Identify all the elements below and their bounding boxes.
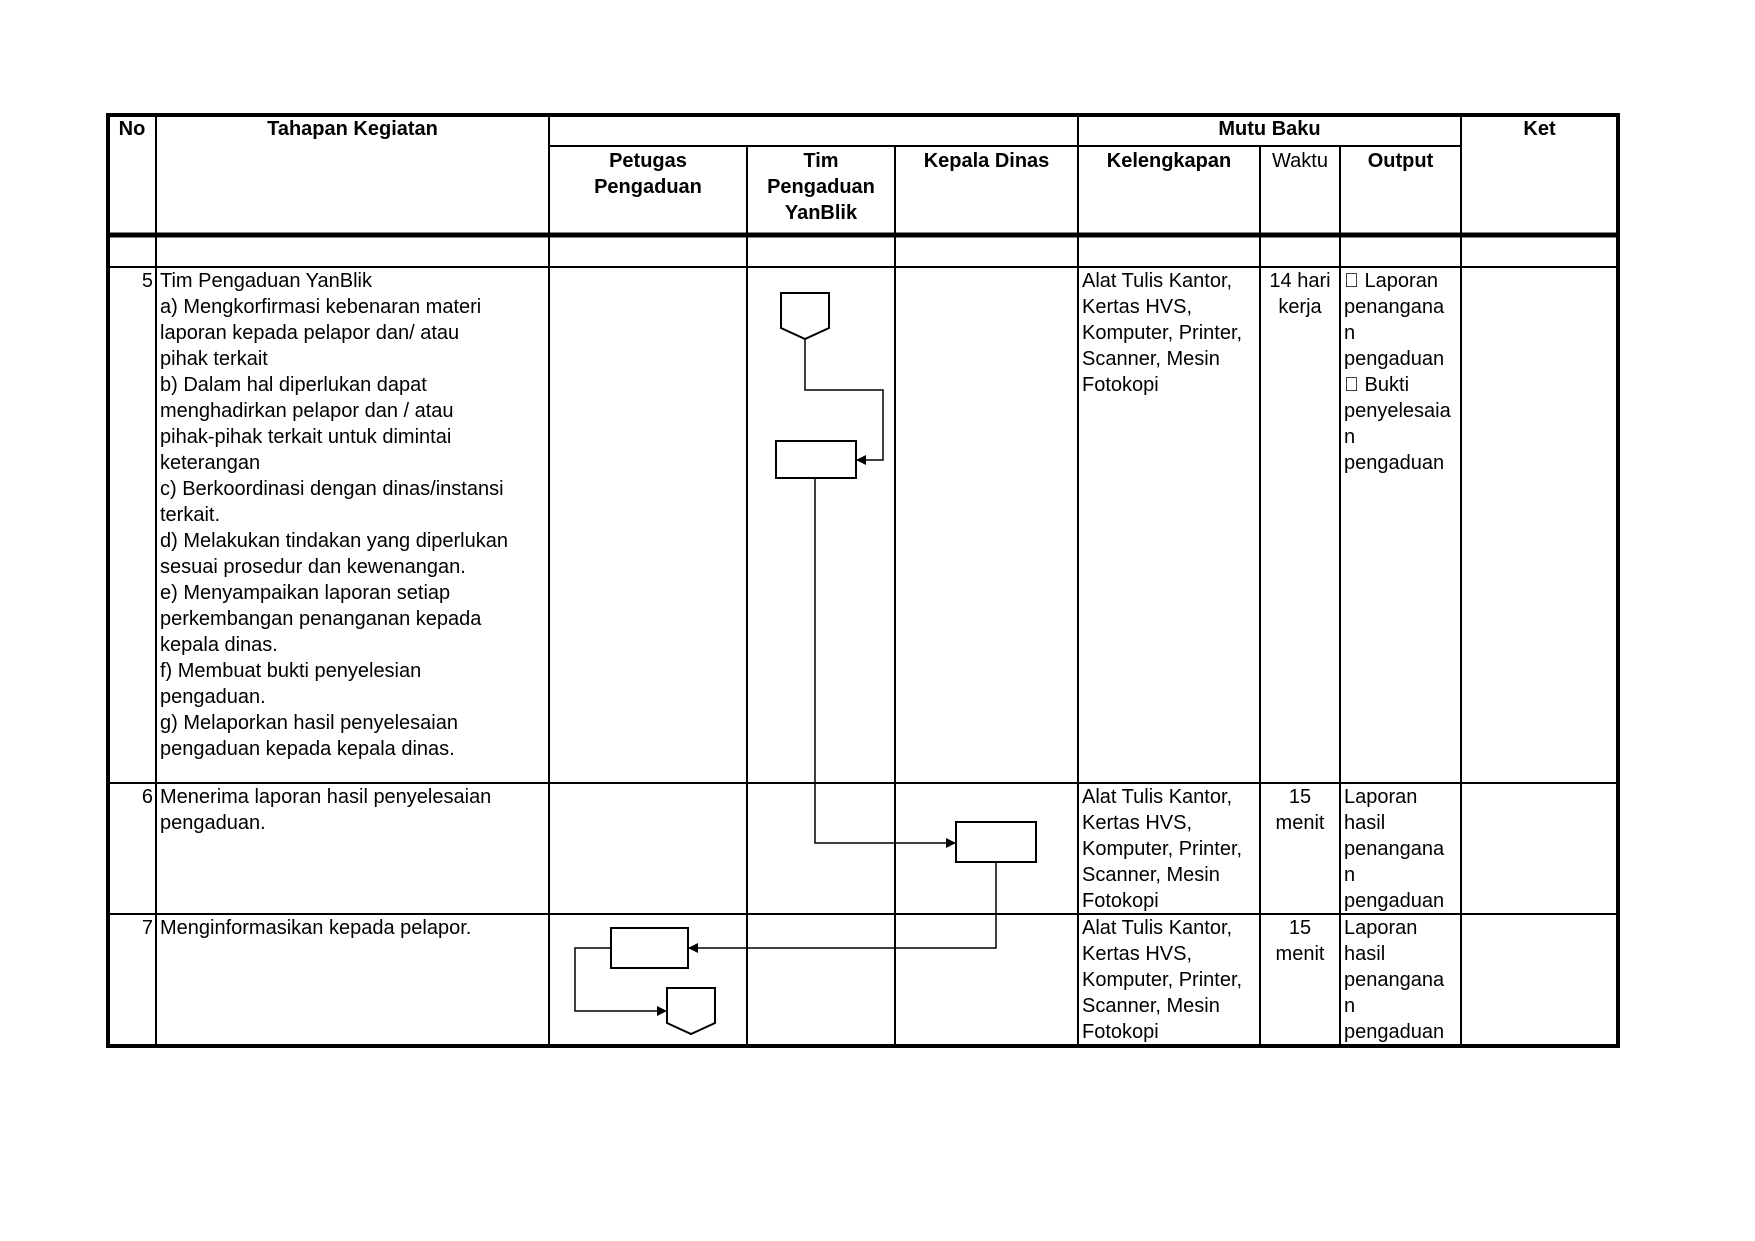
kelengkapan-line: Komputer, Printer, [1082,969,1243,991]
header-output: Output [1367,150,1434,172]
header-no: No [118,118,146,140]
row-5-waktu [1260,268,1340,320]
output-line: n [1344,426,1356,448]
step-line: pengaduan. [160,812,266,834]
process-box-kepala [956,822,1036,862]
step-line: terkait. [160,504,221,526]
kelengkapan-line: Kertas HVS, [1082,943,1193,965]
step-line: menghadirkan pelapor dan / atau [160,400,454,422]
output-line: pengaduan [1344,348,1445,370]
step-line: perkembangan penanganan kepada [160,608,482,630]
row-5-number: 5 [141,270,153,292]
step-line: a) Mengkorfirmasi kebenaran materi [160,296,482,318]
row-6-waktu [1260,784,1340,836]
kelengkapan-line: Fotokopi [1082,890,1159,912]
row-7-steps [160,915,471,941]
output-line: penangana [1344,838,1445,860]
kelengkapan-line: Kertas HVS, [1082,296,1193,318]
waktu-line: kerja [1278,296,1322,318]
header-waktu: Waktu [1272,150,1328,172]
output-line: Laporan [1344,917,1418,939]
step-line: f) Membuat bukti penyelesian [160,660,422,682]
row-5-kelengkapan [1082,268,1242,398]
header-petugas-pengaduan [549,148,747,200]
header-tim-line-1: Tim [803,150,839,172]
header-tahapan-kegiatan: Tahapan Kegiatan [267,118,438,140]
waktu-line: 14 hari [1269,270,1331,292]
output-line: pengaduan [1344,890,1445,912]
step-line: e) Menyampaikan laporan setiap [160,582,451,604]
step-line: Menginformasikan kepada pelapor. [160,917,472,939]
row-7-output [1344,915,1444,1045]
kelengkapan-line: Kertas HVS, [1082,812,1193,834]
output-line: n [1344,995,1356,1017]
output-line: Laporan [1344,786,1418,808]
waktu-line: 15 [1288,786,1312,808]
output-line: penangana [1344,296,1445,318]
step-line: Tim Pengaduan YanBlik [160,270,372,292]
offpage-connector-start [781,293,829,339]
output-line: hasil [1344,812,1386,834]
output-line: penangana [1344,969,1445,991]
step-line: b) Dalam hal diperlukan dapat [160,374,427,396]
connector-tim-to-kepala [815,478,956,843]
row-6-kelengkapan [1082,784,1242,914]
flow-connectors [575,339,996,1011]
kelengkapan-line: Scanner, Mesin [1082,348,1220,370]
kelengkapan-line: Komputer, Printer, [1082,838,1243,860]
header-petugas-line-2: Pengaduan [594,176,702,198]
kelengkapan-line: Alat Tulis Kantor, [1082,270,1233,292]
kelengkapan-line: Fotokopi [1082,1021,1159,1043]
header-petugas-line-1: Petugas [609,150,687,172]
offpage-connector-end [667,988,715,1034]
header-tim-line-2: Pengaduan [767,176,875,198]
row-6-steps [160,784,491,836]
step-line: pengaduan. [160,686,266,708]
row-7-waktu [1260,915,1340,967]
connector-kepala-to-petugas [688,862,996,948]
kelengkapan-line: Scanner, Mesin [1082,864,1220,886]
step-line: pihak terkait [160,348,268,370]
step-line: g) Melaporkan hasil penyelesaian [160,712,458,734]
waktu-line: menit [1275,812,1325,834]
row-7-kelengkapan [1082,915,1242,1045]
process-box-tim [776,441,856,478]
output-line: pengaduan [1344,1021,1445,1043]
output-line: n [1344,864,1356,886]
waktu-line: menit [1275,943,1325,965]
step-line: pihak-pihak terkait untuk dimintai [160,426,452,448]
step-line: keterangan [160,452,261,474]
kelengkapan-line: Scanner, Mesin [1082,995,1220,1017]
step-line: laporan kepada pelapor dan/ atau [160,322,460,344]
step-line: c) Berkoordinasi dengan dinas/instansi [160,478,504,500]
waktu-line: 15 [1288,917,1312,939]
row-5-steps [160,268,508,762]
row-5-output [1344,268,1451,476]
kelengkapan-line: Komputer, Printer, [1082,322,1243,344]
output-line: pengaduan [1344,452,1445,474]
process-box-petugas [611,928,688,968]
step-line: pengaduan kepada kepala dinas. [160,738,455,760]
kelengkapan-line: Alat Tulis Kantor, [1082,917,1233,939]
row-6-output [1344,784,1444,914]
output-line: hasil [1344,943,1386,965]
step-line: d) Melakukan tindakan yang diperlukan [160,530,508,552]
header-tim-pengaduan [747,148,895,226]
header-kelengkapan: Kelengkapan [1106,150,1232,172]
header-tim-line-3: YanBlik [784,202,858,224]
kelengkapan-line: Fotokopi [1082,374,1159,396]
step-line: Menerima laporan hasil penyelesaian [160,786,492,808]
header-mutu-baku: Mutu Baku [1218,118,1321,140]
row-6-number: 6 [141,786,153,808]
output-line: Bukti [1344,374,1389,396]
flowchart [611,293,1036,1034]
output-line: Laporan [1344,270,1418,292]
output-line: n [1344,322,1356,344]
header-ket: Ket [1523,118,1556,140]
row-7-number: 7 [141,917,153,939]
step-line: kepala dinas. [160,634,278,656]
kelengkapan-line: Alat Tulis Kantor, [1082,786,1233,808]
step-line: sesuai prosedur dan kewenangan. [160,556,466,578]
header-kepala-dinas: Kepala Dinas [923,150,1050,172]
output-line: penyelesaia [1344,400,1451,422]
